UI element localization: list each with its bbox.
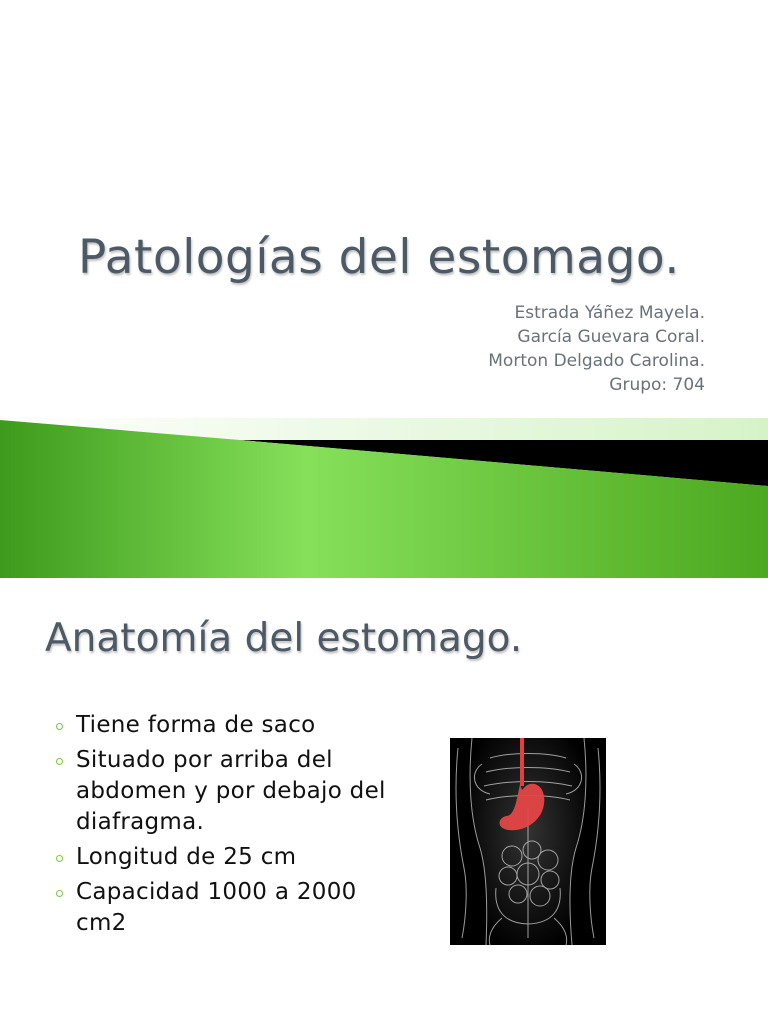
body-xray-illustration [450, 738, 606, 945]
bullet-list [56, 710, 386, 943]
author-line: Estrada Yáñez Mayela. [514, 303, 705, 323]
list-item [56, 745, 386, 838]
bullet-circle-icon [56, 890, 63, 897]
list-item [56, 710, 386, 741]
decorative-band [0, 410, 768, 578]
list-item-text: Tiene forma de saco [76, 712, 316, 738]
slide-title: Anatomía del estomago. [45, 616, 523, 661]
list-item-text: Longitud de 25 cm [76, 844, 297, 870]
list-item-text: Capacidad 1000 a 2000 cm2 [76, 879, 357, 936]
list-item-text: Situado por arriba del abdomen y por debajo del diafragma. [76, 747, 386, 835]
list-item [56, 842, 386, 873]
list-item [56, 877, 386, 939]
presentation-title: Patologías del estomago. [78, 230, 680, 285]
bullet-circle-icon [56, 758, 63, 765]
bullet-circle-icon [56, 723, 63, 730]
group-line: Grupo: 704 [609, 375, 705, 395]
author-line: García Guevara Coral. [517, 327, 705, 347]
stomach-xray-image [450, 738, 606, 945]
bullet-circle-icon [56, 855, 63, 862]
author-list [488, 301, 705, 397]
anatomy-slide [0, 578, 768, 1024]
author-line: Morton Delgado Carolina. [488, 351, 705, 371]
